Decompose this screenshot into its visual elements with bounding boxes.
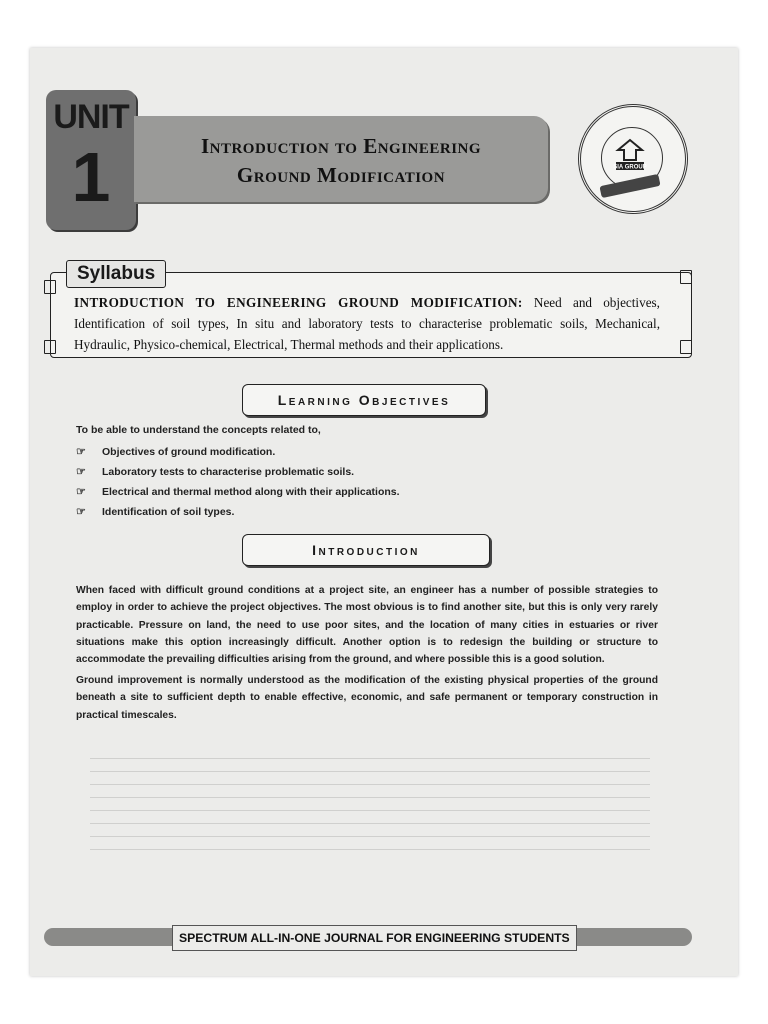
clip-icon xyxy=(680,270,692,284)
title-banner xyxy=(134,116,548,202)
unit-label: UNIT xyxy=(53,98,129,136)
document-page xyxy=(30,48,738,976)
clip-icon xyxy=(680,340,692,354)
list-item: ☞ Laboratory tests to characterise problematic soils. xyxy=(76,462,400,482)
chapter-title-line-2: Ground Modification xyxy=(236,163,446,187)
seal-text: SIA GROUP xyxy=(613,164,647,171)
seal-emblem-icon xyxy=(578,104,682,208)
clip-icon xyxy=(44,340,56,354)
objectives-list xyxy=(76,442,400,522)
syllabus-label: Syllabus xyxy=(66,260,166,288)
pointing-hand-icon: ☞ xyxy=(76,506,86,518)
footer-journal-title: SPECTRUM ALL-IN-ONE JOURNAL FOR ENGINEERING STUDENTS xyxy=(172,925,577,951)
pointing-hand-icon: ☞ xyxy=(76,466,86,478)
introduction-heading: Introduction xyxy=(242,534,490,566)
chapter-title xyxy=(134,132,548,190)
list-item: ☞ Identification of soil types. xyxy=(76,502,400,522)
chapter-title-line-1: Introduction to Engineering xyxy=(200,134,482,158)
pointing-hand-icon: ☞ xyxy=(76,446,86,458)
intro-paragraph-1: When faced with difficult ground conditions at a project site, an engineer has a number of possible strategies to employ in order to achieve the project objectives. The most obvious is to find another site, but this is only very rarely practicable. Pressure on land, the need to use poor sites, and the location of many cities in estuaries or river situations make this option increasingly difficult. Another option is to redesign the building or structure to accommodate the prevailing difficulties arising from the ground, and where possible this is a good solution. xyxy=(76,585,658,666)
clip-icon xyxy=(44,280,56,294)
syllabus-body: Need and objectives, Identification of soil types, In situ and laboratory tests to characterise problematic soils, Mechanical, Hydraulic, Physico-chemical, Electrical, Thermal methods and their applications. xyxy=(74,295,660,352)
learning-objectives-heading: Learning Objectives xyxy=(242,384,486,416)
syllabus-text xyxy=(74,292,660,355)
list-item: ☞ Electrical and thermal method along with their applications. xyxy=(76,482,400,502)
show-through-texture xyxy=(90,758,650,888)
list-item: ☞ Objectives of ground modification. xyxy=(76,442,400,462)
syllabus-lead: INTRODUCTION TO ENGINEERING GROUND MODIFICATION: xyxy=(74,295,523,310)
pointing-hand-icon: ☞ xyxy=(76,486,86,498)
intro-paragraph-2: Ground improvement is normally understood as the modification of the existing physical properties of the ground beneath a site to sufficient depth to enable effective, economic, and safe permanent or temporary construction in practical timescales. xyxy=(76,675,658,721)
unit-number: 1 xyxy=(71,138,111,216)
objectives-intro: To be able to understand the concepts related to, xyxy=(76,424,321,436)
unit-badge xyxy=(46,90,136,230)
publisher-seal-logo xyxy=(578,104,688,214)
